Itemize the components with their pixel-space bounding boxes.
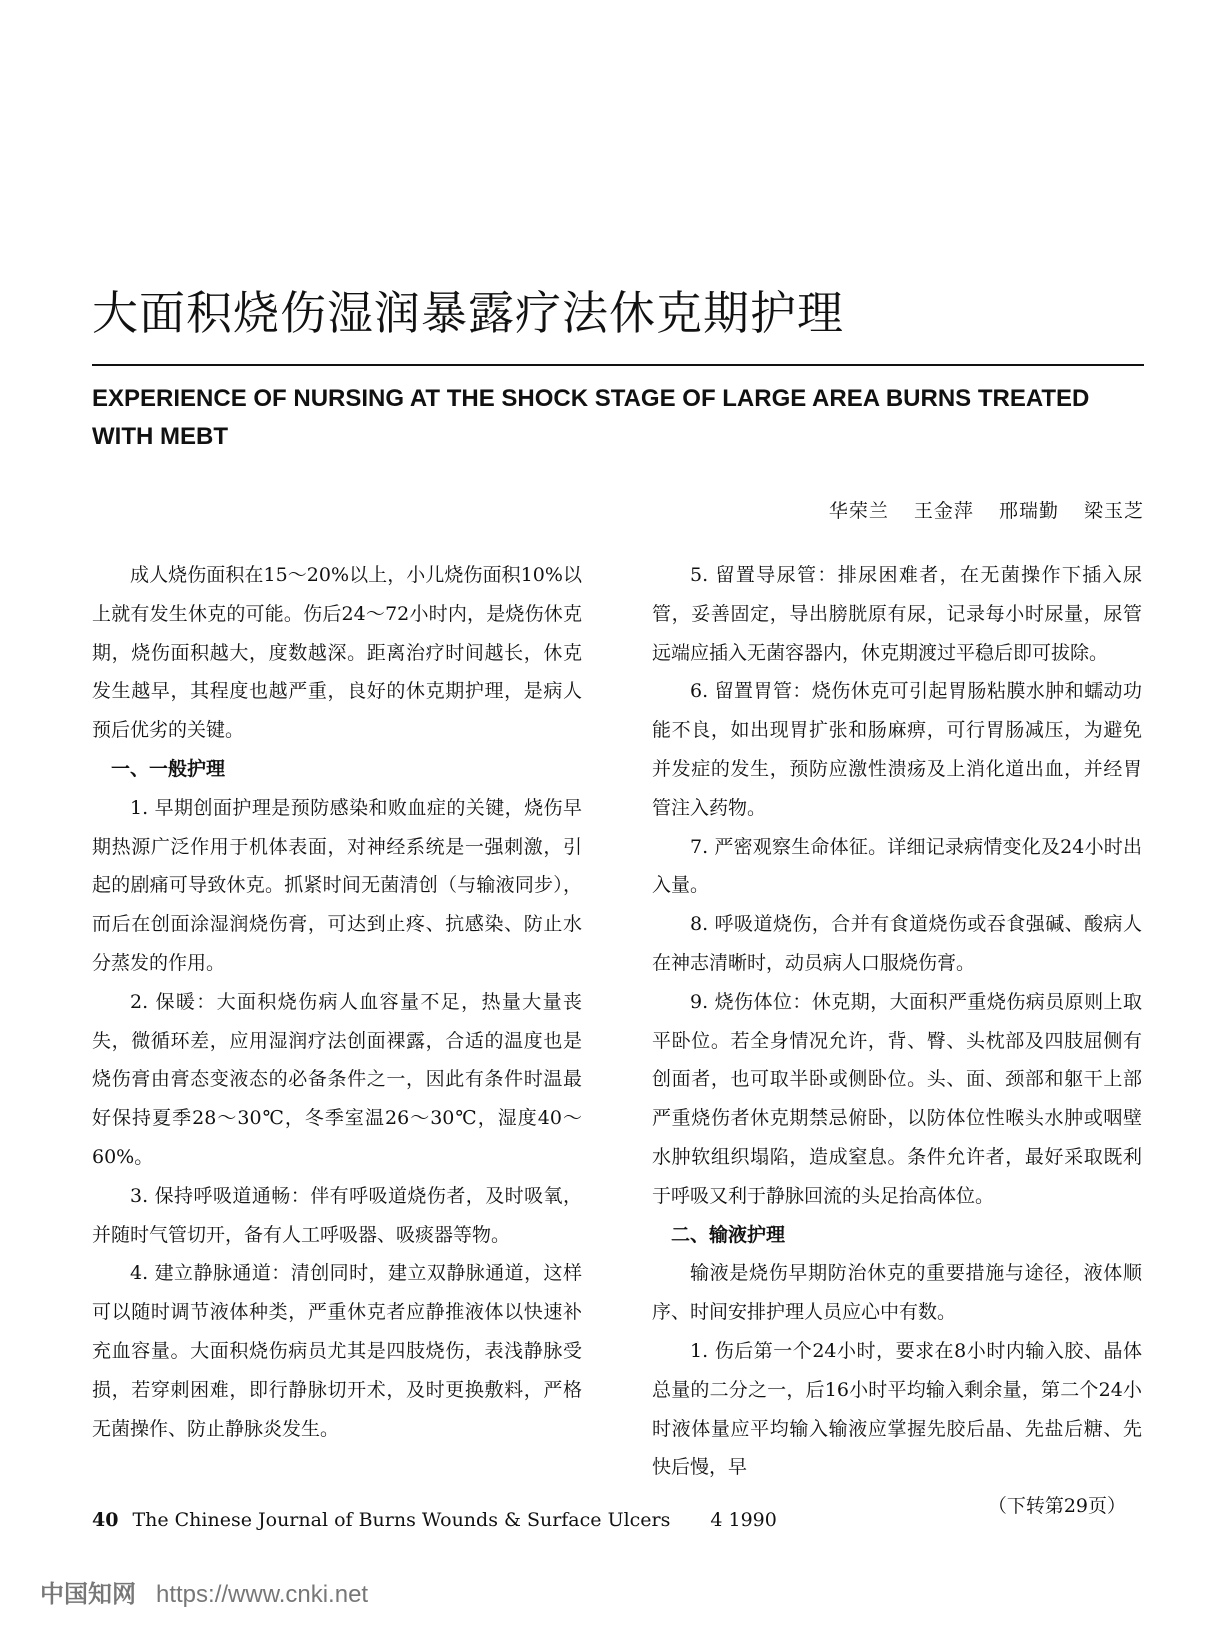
- page-number: 40: [92, 1509, 119, 1531]
- journal-issue: 4 1990: [710, 1509, 777, 1531]
- paragraph: 5. 留置导尿管：排尿困难者，在无菌操作下插入尿管，妥善固定，导出膀胱原有尿，记录每小时尿量，尿管远端应插入无菌容器内，休克期渡过平稳后即可拔除。: [652, 564, 1142, 664]
- left-column: [92, 556, 582, 1448]
- paragraph: 1. 早期创面护理是预防感染和败血症的关键，烧伤早期热源广泛作用于机体表面，对神经系统是一强刺激，引起的剧痛可导致休克。抓紧时间无菌清创（与输液同步），而后在创面涂湿润烧伤膏，可达到止疼、抗感染、防止水分蒸发的作用。: [92, 796, 582, 974]
- paragraph: 1. 伤后第一个24小时，要求在8小时内输入胶、晶体总量的二分之一，后16小时平均输入剩余量，第二个24小时液体量应平均输入输液应掌握先胶后晶、先盐后糖、先快后慢，早: [652, 1339, 1142, 1479]
- watermark-name: 中国知网: [40, 1581, 136, 1608]
- paragraph: 3. 保持呼吸道通畅：伴有呼吸道烧伤者，及时吸氧，并随时气管切开，备有人工呼吸器、吸痰器等物。: [92, 1184, 582, 1246]
- authors: 华荣兰 王金萍 邢瑞勤 梁玉芝: [828, 500, 1144, 522]
- page-footer: [92, 1509, 777, 1531]
- paragraph: 输液是烧伤早期防治休克的重要措施与途径，液体顺序、时间安排护理人员应心中有数。: [652, 1262, 1142, 1324]
- paragraph: 成人烧伤面积在15～20%以上，小儿烧伤面积10%以上就有发生休克的可能。伤后24～72小时内，是烧伤休克期，烧伤面积越大，度数越深。距离治疗时间越长，休克发生越早，其程度也越严重，良好的休克期护理，是病人预后优劣的关键。: [92, 564, 582, 742]
- section-heading: 一、一般护理: [111, 757, 226, 780]
- watermark-url[interactable]: https://www.cnki.net: [156, 1581, 369, 1608]
- right-column: [652, 556, 1142, 1526]
- paragraph: 2. 保暖：大面积烧伤病人血容量不足，热量大量丧失，微循环差，应用湿润疗法创面裸露，合适的温度也是烧伤膏由膏态变液态的必备条件之一，因此有条件时温最好保持夏季28～30℃，冬季室温26～30℃，湿度40～60%。: [92, 990, 582, 1168]
- cnki-watermark: [40, 1574, 368, 1609]
- article-title: 大面积烧伤湿润暴露疗法休克期护理: [92, 286, 844, 340]
- section-heading: 二、输液护理: [671, 1223, 786, 1246]
- paragraph: 9. 烧伤体位：休克期，大面积严重烧伤病员原则上取平卧位。若全身情况允许，背、臀、头枕部及四肢屈侧有创面者，也可取半卧或侧卧位。头、面、颈部和躯干上部严重烧伤者休克期禁忌俯卧，以防体位性喉头水肿或咽壁水肿软组织塌陷，造成窒息。条件允许者，最好采取既利于呼吸又利于静脉回流的头足抬高体位。: [652, 990, 1142, 1207]
- journal-name: The Chinese Journal of Burns Wounds & Surface Ulcers: [132, 1509, 671, 1531]
- article-title-en: EXPERIENCE OF NURSING AT THE SHOCK STAGE OF LARGE AREA BURNS TREATED WITH MEBT: [92, 385, 1090, 450]
- paragraph: 7. 严密观察生命体征。详细记录病情变化及24小时出入量。: [652, 835, 1142, 897]
- paragraph: 4. 建立静脉通道：清创同时，建立双静脉通道，这样可以随时调节液体种类，严重休克者应静推液体以快速补充血容量。大面积烧伤病员尤其是四肢烧伤，表浅静脉受损，若穿刺困难，即行静脉切开术，及时更换敷料，严格无菌操作、防止静脉炎发生。: [92, 1262, 582, 1440]
- continuation-note: （下转第29页）: [987, 1495, 1126, 1518]
- title-rule: [92, 364, 1144, 366]
- paragraph: 8. 呼吸道烧伤，合并有食道烧伤或吞食强碱、酸病人在神志清晰时，动员病人口服烧伤膏。: [652, 913, 1142, 974]
- paragraph: 6. 留置胃管：烧伤休克可引起胃肠粘膜水肿和蠕动功能不良，如出现胃扩张和肠麻痹，可行胃肠减压，为避免并发症的发生，预防应激性溃疡及上消化道出血，并经胃管注入药物。: [652, 680, 1142, 819]
